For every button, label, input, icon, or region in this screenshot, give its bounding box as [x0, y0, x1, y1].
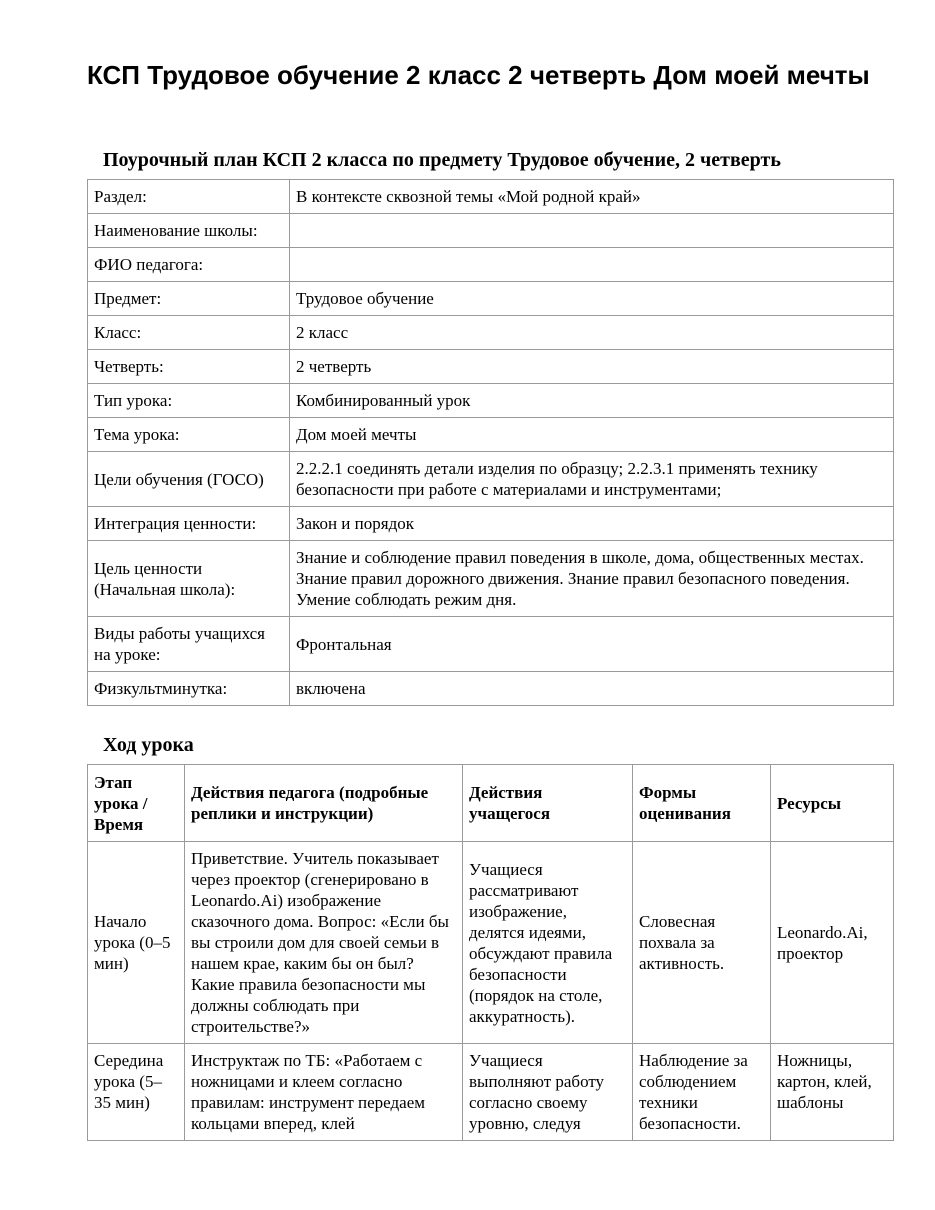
row-label: Класс:	[88, 316, 290, 350]
column-header-student-actions: Действия учащегося	[463, 765, 633, 842]
row-value: 2 четверть	[290, 350, 894, 384]
table-row	[88, 384, 894, 418]
cell-assessment: Наблюдение за соблюдением техники безопасности.	[633, 1044, 771, 1141]
row-value: 2.2.2.1 соединять детали изделия по образцу; 2.2.3.1 применять технику безопасности при работе с материалами и инструментами;	[290, 452, 894, 507]
table-row	[88, 214, 894, 248]
column-header-resources: Ресурсы	[771, 765, 894, 842]
row-label: Наименование школы:	[88, 214, 290, 248]
row-value: Комбинированный урок	[290, 384, 894, 418]
table-row	[88, 842, 894, 1044]
row-value: Фронтальная	[290, 617, 894, 672]
table-row	[88, 617, 894, 672]
cell-stage: Середина урока (5–35 мин)	[88, 1044, 185, 1141]
lesson-steps-table	[87, 764, 894, 1141]
table-row	[88, 541, 894, 617]
row-label: Физкультминутка:	[88, 672, 290, 706]
plan-info-table	[87, 179, 894, 706]
table-row	[88, 418, 894, 452]
plan-heading: Поурочный план КСП 2 класса по предмету Трудовое обучение, 2 четверть	[103, 149, 781, 171]
table-row	[88, 248, 894, 282]
document-title: КСП Трудовое обучение 2 класс 2 четверть Дом моей мечты	[87, 60, 870, 90]
row-value: В контексте сквозной темы «Мой родной край»	[290, 180, 894, 214]
cell-stage: Начало урока (0–5 мин)	[88, 842, 185, 1044]
row-value: включена	[290, 672, 894, 706]
table-row	[88, 180, 894, 214]
row-value: Трудовое обучение	[290, 282, 894, 316]
table-row	[88, 316, 894, 350]
row-label: Четверть:	[88, 350, 290, 384]
row-label: Виды работы учащихся на уроке:	[88, 617, 290, 672]
row-value	[290, 214, 894, 248]
table-row	[88, 452, 894, 507]
cell-teacher-actions: Инструктаж по ТБ: «Работаем с ножницами и клеем согласно правилам: инструмент передаем кольцами вперед, клей	[185, 1044, 463, 1141]
row-value: Дом моей мечты	[290, 418, 894, 452]
row-value	[290, 248, 894, 282]
table-row	[88, 507, 894, 541]
table-row	[88, 350, 894, 384]
column-header-stage: Этап урока / Время	[88, 765, 185, 842]
cell-assessment: Словесная похвала за активность.	[633, 842, 771, 1044]
row-label: Тип урока:	[88, 384, 290, 418]
row-label: Интеграция ценности:	[88, 507, 290, 541]
cell-resources: Leonardo.Ai, проектор	[771, 842, 894, 1044]
row-value: 2 класс	[290, 316, 894, 350]
row-label: Цель ценности (Начальная школа):	[88, 541, 290, 617]
cell-teacher-actions: Приветствие. Учитель показывает через проектор (сгенерировано в Leonardo.Ai) изображение сказочного дома. Вопрос: «Если бы вы строили дом для своей семьи в нашем крае, каким бы он был? Какие правила безопасности мы должны соблюдать при строительстве?»	[185, 842, 463, 1044]
table-row	[88, 672, 894, 706]
row-label: Цели обучения (ГОСО)	[88, 452, 290, 507]
column-header-teacher-actions: Действия педагога (подробные реплики и инструкции)	[185, 765, 463, 842]
cell-student-actions: Учащиеся рассматривают изображение, делятся идеями, обсуждают правила безопасности (порядок на столе, аккуратность).	[463, 842, 633, 1044]
row-label: Предмет:	[88, 282, 290, 316]
row-value: Закон и порядок	[290, 507, 894, 541]
table-row	[88, 282, 894, 316]
table-row	[88, 1044, 894, 1141]
row-label: ФИО педагога:	[88, 248, 290, 282]
lesson-heading: Ход урока	[103, 734, 194, 756]
column-header-assessment: Формы оценивания	[633, 765, 771, 842]
row-label: Раздел:	[88, 180, 290, 214]
row-label: Тема урока:	[88, 418, 290, 452]
table-header-row	[88, 765, 894, 842]
row-value: Знание и соблюдение правил поведения в школе, дома, общественных местах. Знание правил дорожного движения. Знание правил безопасного поведения. Умение соблюдать режим дня.	[290, 541, 894, 617]
cell-student-actions: Учащиеся выполняют работу согласно своему уровню, следуя	[463, 1044, 633, 1141]
cell-resources: Ножницы, картон, клей, шаблоны	[771, 1044, 894, 1141]
